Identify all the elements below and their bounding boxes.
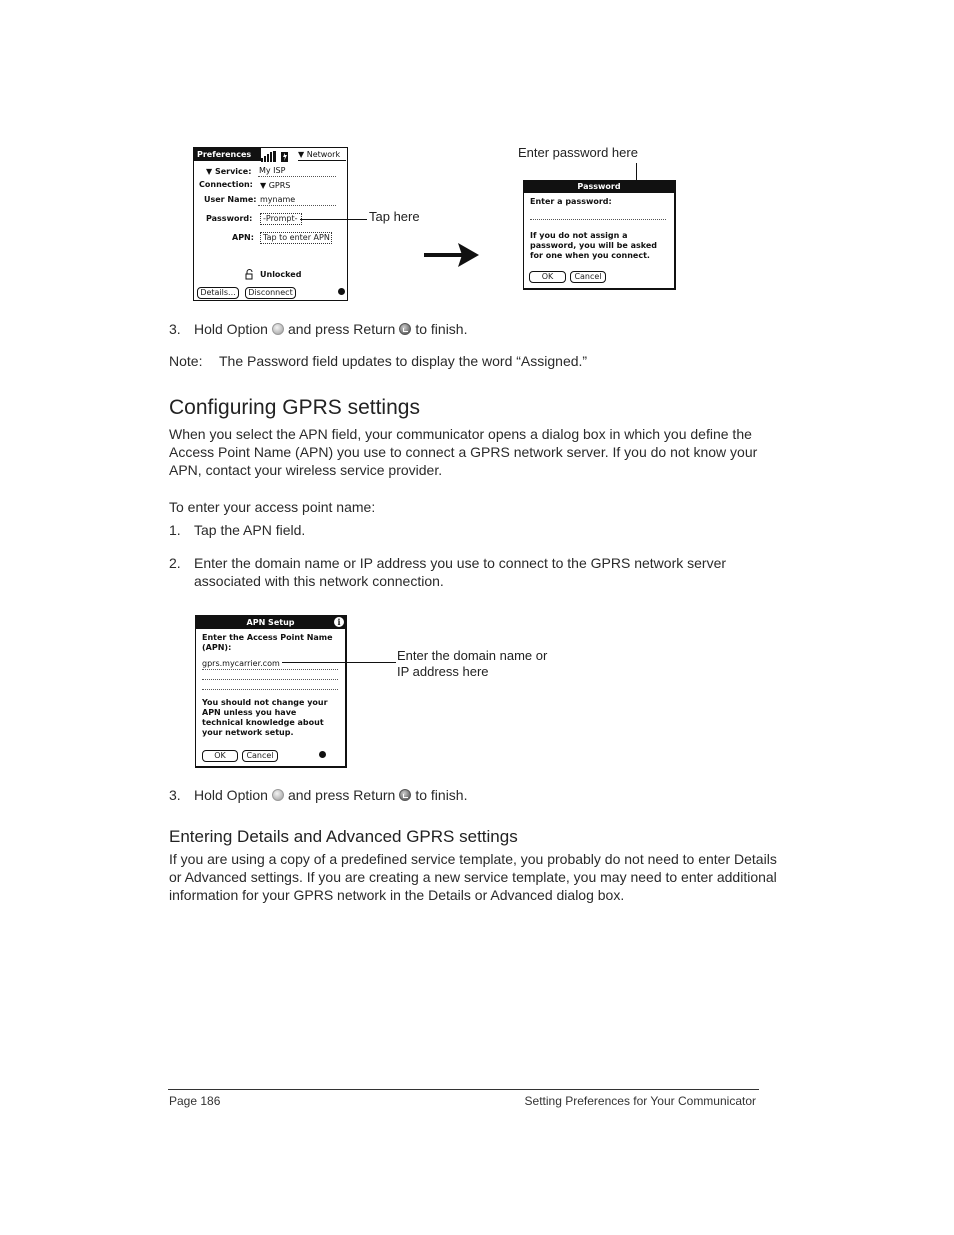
section1-para-line-3: APN, contact your wireless service provider. bbox=[169, 462, 443, 478]
step-3b-text bbox=[194, 786, 467, 804]
lock-status: Unlocked bbox=[260, 270, 302, 279]
service-label: Service: bbox=[214, 167, 252, 176]
apn-warning-line-1: You should not change your bbox=[202, 698, 328, 707]
right-arrow-icon bbox=[424, 241, 480, 269]
step-1-number: 1. bbox=[169, 522, 181, 538]
apn-label: APN: bbox=[232, 233, 254, 242]
password-note-line-1: If you do not assign a bbox=[530, 231, 628, 240]
password-dialog-title: Password bbox=[577, 182, 621, 191]
step-3-middle: and press Return bbox=[287, 321, 396, 337]
service-row[interactable] bbox=[206, 167, 251, 177]
apn-prompt-line-1: Enter the Access Point Name bbox=[202, 633, 333, 642]
disconnect-button[interactable]: Disconnect bbox=[245, 287, 296, 299]
graffiti-dot-icon bbox=[319, 751, 326, 758]
password-field[interactable]: -Prompt- bbox=[260, 213, 302, 225]
apn-dialog-title: APN Setup bbox=[246, 618, 295, 627]
step-2-number: 2. bbox=[169, 555, 181, 571]
footer-chapter-title: Setting Preferences for Your Communicator bbox=[524, 1094, 756, 1108]
preferences-screen bbox=[193, 147, 348, 301]
apn-input-line-3 bbox=[202, 689, 338, 690]
section1-para-line-2: Access Point Name (APN) you use to connect a GPRS network server. If you do not know your bbox=[169, 444, 758, 460]
dropdown-triangle-icon: ▼ bbox=[298, 150, 305, 159]
option-button-icon bbox=[272, 323, 284, 335]
password-prompt: Enter a password: bbox=[530, 197, 612, 206]
step-3b-before: Hold Option bbox=[194, 787, 268, 803]
apn-warning-line-3: technical knowledge about bbox=[202, 718, 324, 727]
note-label: Note: bbox=[169, 353, 203, 369]
step-1-text: Tap the APN field. bbox=[194, 522, 306, 538]
step-3b-middle: and press Return bbox=[287, 787, 396, 803]
apn-input-line-2 bbox=[202, 679, 338, 680]
graffiti-dot-icon bbox=[338, 288, 345, 295]
preferences-title: Preferences bbox=[197, 150, 252, 159]
apn-callout-line-2: IP address here bbox=[397, 664, 489, 679]
tap-here-leader bbox=[300, 219, 367, 220]
password-note-line-2: password, you will be asked bbox=[530, 241, 657, 250]
apn-callout-leader bbox=[282, 662, 396, 663]
apn-warning-line-4: your network setup. bbox=[202, 728, 294, 737]
info-icon[interactable]: i bbox=[334, 617, 344, 627]
signal-icon bbox=[261, 149, 277, 160]
section2-para-line-1: If you are using a copy of a predefined service template, you probably do not need to enter Details bbox=[169, 851, 777, 867]
service-field-line bbox=[258, 176, 336, 177]
tap-here-callout: Tap here bbox=[369, 209, 420, 224]
step-3-after: to finish. bbox=[415, 321, 468, 337]
password-ok-button[interactable]: OK bbox=[529, 271, 566, 283]
step-3b-number: 3. bbox=[169, 787, 181, 803]
username-label: User Name: bbox=[204, 195, 257, 204]
password-cancel-button[interactable]: Cancel bbox=[570, 271, 606, 283]
section-heading-entering-details: Entering Details and Advanced GPRS settings bbox=[169, 827, 518, 846]
section2-para-line-2: or Advanced settings. If you are creating a new service template, you may need to enter additional bbox=[169, 869, 777, 885]
option-button-icon bbox=[272, 789, 284, 801]
preferences-title-bar bbox=[194, 148, 261, 161]
step-2-line-2: associated with this network connection. bbox=[194, 573, 444, 589]
connection-value: GPRS bbox=[268, 181, 291, 190]
password-callout: Enter password here bbox=[518, 145, 638, 160]
procedure-title: To enter your access point name: bbox=[169, 499, 376, 515]
password-title-bar bbox=[524, 181, 674, 193]
apn-cancel-button[interactable]: Cancel bbox=[242, 750, 278, 762]
connection-picker[interactable] bbox=[260, 181, 290, 191]
step-2-line-1: Enter the domain name or IP address you use to connect to the GPRS network server bbox=[194, 555, 727, 571]
dropdown-underline bbox=[298, 160, 346, 161]
service-value[interactable]: My ISP bbox=[259, 166, 286, 175]
apn-warning-line-2: APN unless you have bbox=[202, 708, 297, 717]
username-field-line bbox=[258, 205, 336, 206]
section2-para-line-3: information for your GPRS network in the Details or Advanced dialog box. bbox=[169, 887, 625, 903]
return-button-icon bbox=[399, 323, 411, 335]
connection-label: Connection: bbox=[199, 180, 253, 189]
connection-triangle-icon: ▼ bbox=[260, 181, 267, 190]
step-3-text bbox=[194, 320, 467, 338]
battery-charging-icon bbox=[280, 149, 290, 160]
apn-input-line-1 bbox=[202, 669, 338, 670]
note-text: The Password field updates to display the word “Assigned.” bbox=[219, 353, 588, 369]
return-button-icon bbox=[399, 789, 411, 801]
service-triangle-icon: ▼ bbox=[206, 167, 213, 176]
password-note-line-3: for one when you connect. bbox=[530, 251, 650, 260]
apn-field[interactable]: Tap to enter APN bbox=[260, 232, 332, 244]
apn-title-bar bbox=[196, 616, 345, 629]
step-3-number: 3. bbox=[169, 321, 181, 337]
apn-prompt-line-2: (APN): bbox=[202, 643, 232, 652]
section1-para-line-1: When you select the APN field, your communicator opens a dialog box in which you define the bbox=[169, 426, 752, 442]
apn-setup-dialog bbox=[195, 615, 347, 768]
details-button[interactable]: Details... bbox=[197, 287, 239, 299]
apn-callout-line-1: Enter the domain name or bbox=[397, 648, 548, 663]
apn-input-value[interactable]: gprs.mycarrier.com bbox=[202, 659, 280, 668]
padlock-open-icon bbox=[245, 267, 254, 278]
category-dropdown[interactable] bbox=[298, 150, 340, 160]
step-3b-after: to finish. bbox=[415, 787, 468, 803]
password-input-line[interactable] bbox=[530, 219, 666, 220]
section-heading-configuring-gprs: Configuring GPRS settings bbox=[169, 396, 420, 419]
username-value[interactable]: myname bbox=[260, 195, 296, 204]
password-label: Password: bbox=[206, 214, 253, 223]
apn-ok-button[interactable]: OK bbox=[202, 750, 238, 762]
category-dropdown-label: Network bbox=[306, 150, 341, 159]
footer-rule bbox=[168, 1089, 759, 1090]
password-dialog bbox=[523, 180, 676, 290]
footer-page-number: Page 186 bbox=[169, 1094, 221, 1108]
step-3-before: Hold Option bbox=[194, 321, 268, 337]
